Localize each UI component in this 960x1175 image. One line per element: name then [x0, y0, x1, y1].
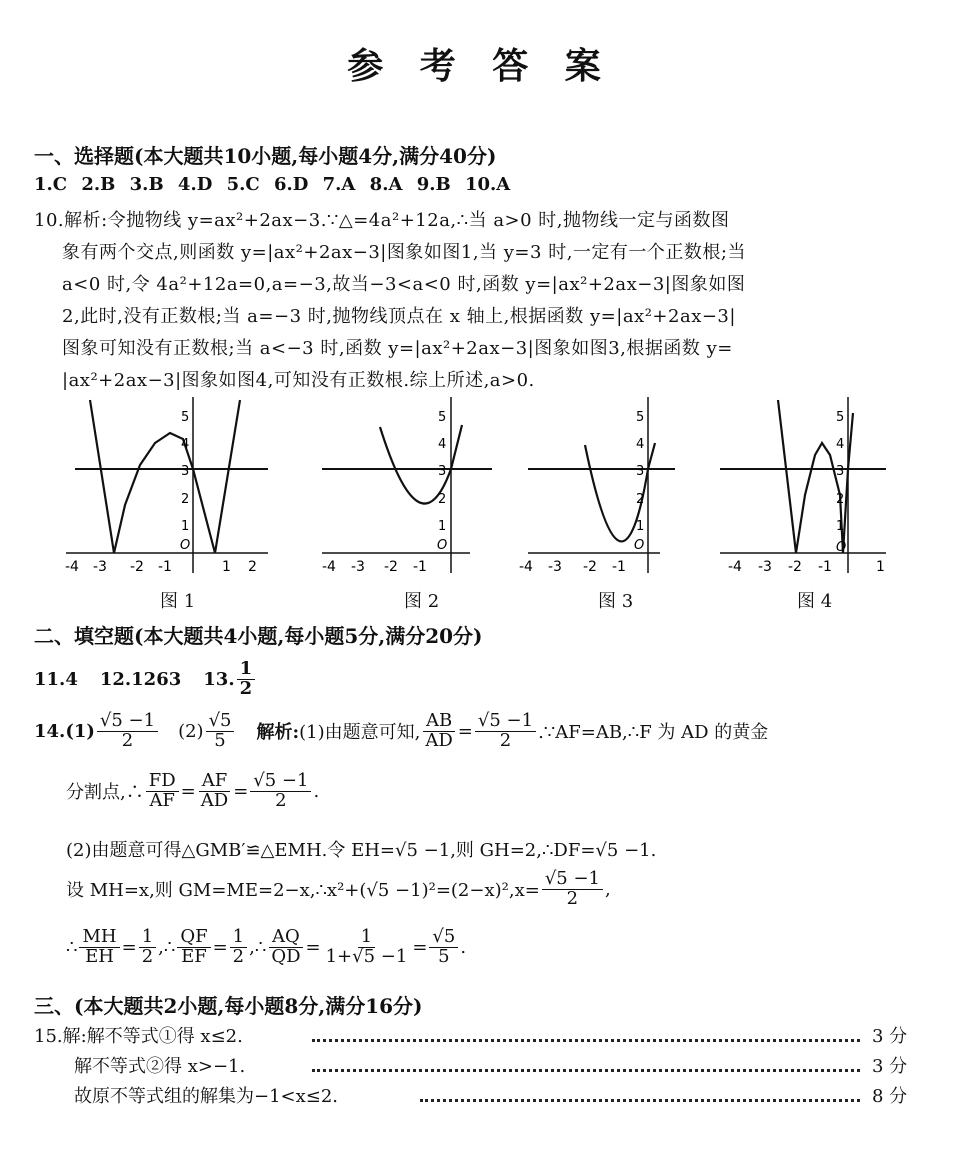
choice-answers: 1.C 2.B 3.B 4.D 5.C 6.D 7.A 8.A 9.B 10.A [34, 174, 511, 195]
q14-l5-f7-num: √5 [429, 928, 458, 948]
figure-3-caption: 图 3 [598, 591, 634, 612]
q14-line-2 [66, 772, 319, 811]
q14-l5-eq4: = [412, 936, 428, 958]
q14-l1-frac2 [475, 712, 536, 751]
q14-a1-num: √5 −1 [97, 712, 158, 732]
fig4-x1: 1 [876, 559, 885, 575]
q14-l1-text: (1)由题意可知, [299, 722, 421, 744]
q13-num: 1 [237, 660, 256, 680]
q14-part2: (2) [178, 720, 204, 742]
fig1-x1: 1 [222, 559, 231, 575]
fig2-x-2: -2 [384, 559, 398, 575]
q14-l1-f2-den: 2 [499, 729, 512, 751]
q14-l2-eq1: = [180, 780, 196, 802]
q14-l5-tail: . [460, 936, 467, 958]
q14-prefix: 14.(1) [34, 720, 95, 742]
figure-2 [322, 397, 492, 575]
fig2-x-1: -1 [413, 559, 427, 575]
q14-l5-mid1: ,∴ [158, 936, 176, 958]
q14-l2-frac1 [146, 772, 179, 811]
fig2-x-4: -4 [322, 559, 336, 575]
q15-row-3-score: 8 分 [872, 1086, 908, 1107]
figure-1-caption: 图 1 [160, 591, 196, 612]
q14-l5-eq2: = [212, 936, 228, 958]
q14-l5-f2-num: 1 [139, 928, 156, 948]
q10-line-6: |ax²+2ax−3|图象如图4,可知没有正数根.综上所述,a>0. [62, 370, 535, 391]
q14-l2-tail: . [313, 780, 320, 802]
fig4-x-3: -3 [758, 559, 772, 575]
fig1-x-4: -4 [65, 559, 79, 575]
q14-l5-frac1 [79, 928, 119, 967]
q15-row-1-text: 15.解:解不等式①得 x≤2. [34, 1026, 243, 1047]
fig3-y3: 3 [636, 464, 645, 479]
q10-line-3: a<0 时,令 4a²+12a=0,a=−3,故当−3<a<0 时,函数 y=|ax²+2ax−3|图象如图 [62, 274, 746, 295]
q14-l2-f2-den: AD [200, 789, 229, 811]
q14-l1-f1-num: AB [423, 712, 455, 732]
q14-l1-f1-den: AD [425, 729, 453, 751]
q14-l4-frac [542, 870, 603, 909]
q14-l5-f3-num: QF [177, 928, 210, 948]
q15-row-3-leader [420, 1099, 860, 1102]
section-1-heading: 一、选择题(本大题共10小题,每小题4分,满分40分) [34, 144, 497, 168]
q14-l5-frac3 [177, 928, 210, 967]
q15-row-1-score: 3 分 [872, 1026, 908, 1047]
q14-a2-fraction [206, 712, 235, 751]
q14-l5-f4-den: 2 [232, 945, 245, 967]
fig2-y5: 5 [438, 410, 447, 425]
q14-l5-frac4 [230, 928, 247, 967]
fig1-x2: 2 [248, 559, 257, 575]
figure-4 [720, 397, 886, 575]
fig2-y2: 2 [438, 492, 447, 507]
q14-l5-f7-den: 5 [438, 945, 450, 967]
q14-l4-f-den: 2 [566, 887, 579, 909]
figure-3 [519, 397, 675, 575]
fig4-y2: 2 [836, 492, 845, 507]
fig1-x-3: -3 [93, 559, 107, 575]
q15-row-2-text: 解不等式②得 x>−1. [74, 1056, 246, 1077]
q14-l2-frac2 [198, 772, 231, 811]
fig3-x-4: -4 [519, 559, 533, 575]
q14-line-1 [34, 712, 768, 751]
q14-a2-num: √5 [206, 712, 235, 732]
q14-l5-f1-num: MH [79, 928, 119, 948]
fig1-y5: 5 [181, 410, 190, 425]
q15-row-2-score: 3 分 [872, 1056, 908, 1077]
q15-row-1-leader [312, 1039, 860, 1042]
q14-l5-lead: ∴ [66, 936, 78, 958]
q14-l2-frac3 [250, 772, 311, 811]
page-title: 参 考 答 案 [347, 45, 613, 87]
section-3-heading: 三、(本大题共2小题,每小题8分,满分16分) [34, 994, 423, 1018]
fig1-y1: 1 [181, 519, 190, 534]
fig3-x-1: -1 [612, 559, 626, 575]
fig2-x-3: -3 [351, 559, 365, 575]
q14-l2-text: 分割点,∴ [66, 782, 144, 804]
fig4-y5: 5 [836, 410, 845, 425]
q10-line-2: 象有两个交点,则函数 y=|ax²+2ax−3|图象如图1,当 y=3 时,一定有一个正数根;当 [62, 242, 746, 263]
q14-line-4 [66, 870, 611, 909]
fig3-x-2: -2 [583, 559, 597, 575]
figure-2-caption: 图 2 [404, 591, 440, 612]
fig1-y4: 4 [181, 437, 190, 452]
q14-a2-den: 5 [214, 729, 226, 751]
fig3-y2: 2 [636, 492, 645, 507]
q14-l5-f2-den: 2 [141, 945, 154, 967]
q14-l4-f-num: √5 −1 [542, 870, 603, 890]
fig4-y4: 4 [836, 437, 845, 452]
q14-l5-f6-num: 1 [358, 928, 375, 948]
fig1-x-1: -1 [158, 559, 172, 575]
q14-a1-den: 2 [121, 729, 134, 751]
q14-line-3: (2)由题意可得△GMB′≌△EMH.令 EH=√5 −1,则 GH=2,∴DF=√5 −1. [66, 840, 657, 861]
fig3-y1: 1 [636, 519, 645, 534]
q14-l2-f3-den: 2 [275, 789, 287, 811]
q14-l1-tail: .∵AF=AB,∴F 为 AD 的黄金 [538, 722, 769, 744]
q15-row-2-leader [312, 1069, 860, 1072]
fig1-origin: O [180, 538, 191, 553]
fig4-y1: 1 [836, 519, 845, 534]
fig1-x-2: -2 [130, 559, 144, 575]
q14-a1-fraction [97, 712, 158, 751]
figure-1 [65, 397, 268, 575]
q10-line-4: 2,此时,没有正数根;当 a=−3 时,抛物线顶点在 x 轴上,根据函数 y=|ax²+2ax−3| [62, 306, 736, 327]
q13-fraction [237, 660, 256, 699]
q14-l4-tail: , [605, 878, 611, 900]
q13-den: 2 [239, 677, 253, 699]
q14-jiexi: 解析: [256, 722, 300, 744]
fig3-x-3: -3 [548, 559, 562, 575]
q14-l4-text: 设 MH=x,则 GM=ME=2−x,∴x²+(√5 −1)²=(2−x)²,x= [66, 880, 540, 902]
q14-l5-frac7 [429, 928, 458, 967]
q14-l5-eq1: = [121, 936, 137, 958]
q14-l5-frac6 [323, 928, 411, 967]
fig4-origin: O [836, 540, 847, 555]
q15-row-3-text: 故原不等式组的解集为−1<x≤2. [74, 1086, 339, 1107]
q14-l1-f2-num: √5 −1 [475, 712, 536, 732]
q14-l2-f1-den: AF [149, 789, 175, 811]
q14-l5-frac5 [268, 928, 303, 967]
q14-l5-f5-num: AQ [269, 928, 303, 948]
q10-line-5: 图象可知没有正数根;当 a<−3 时,函数 y=|ax²+2ax−3|图象如图3,根据函数 y= [62, 338, 733, 359]
q14-l2-f2-num: AF [199, 772, 231, 792]
q13-answer [203, 660, 257, 699]
fig4-x-1: -1 [818, 559, 832, 575]
fig1-y2: 2 [181, 492, 190, 507]
figure-4-caption: 图 4 [797, 591, 833, 612]
q14-l2-eq2: = [233, 780, 249, 802]
q14-l5-f5-den: QD [271, 945, 301, 967]
q14-l5-eq3: = [305, 936, 321, 958]
fig4-x-2: -2 [788, 559, 802, 575]
fig1-y3: 3 [181, 464, 190, 479]
fig2-y4: 4 [438, 437, 447, 452]
section-2-heading: 二、填空题(本大题共4小题,每小题5分,满分20分) [34, 624, 483, 648]
q14-l5-f1-den: EH [85, 945, 114, 967]
q14-l5-f6-den: 1+√5 −1 [325, 945, 408, 967]
q14-l1-frac1 [422, 712, 455, 751]
fig3-y4: 4 [636, 437, 645, 452]
q14-line-5 [66, 928, 466, 967]
q14-l5-mid2: ,∴ [249, 936, 267, 958]
q14-l2-f3-num: √5 −1 [250, 772, 311, 792]
fig2-origin: O [437, 538, 448, 553]
q14-l5-f3-den: EF [181, 945, 207, 967]
fig3-origin: O [634, 538, 645, 553]
q11-answer: 11.4 [34, 668, 78, 690]
fig3-y5: 5 [636, 410, 645, 425]
q10-line-1: 10.解析:令抛物线 y=ax²+2ax−3.∵△=4a²+12a,∴当 a>0 时,抛物线一定与函数图 [34, 210, 730, 231]
fig4-y3: 3 [836, 464, 845, 479]
q13-prefix: 13. [203, 668, 235, 690]
fig2-y3: 3 [438, 464, 447, 479]
q14-l5-f4-num: 1 [230, 928, 247, 948]
fill-answers-row [34, 660, 257, 699]
fig4-x-4: -4 [728, 559, 742, 575]
q12-answer: 12.1263 [99, 668, 182, 690]
q14-l2-f1-num: FD [146, 772, 179, 792]
fig2-y1: 1 [438, 519, 447, 534]
q14-l5-frac2 [139, 928, 156, 967]
q14-l1-eq: = [457, 720, 473, 742]
